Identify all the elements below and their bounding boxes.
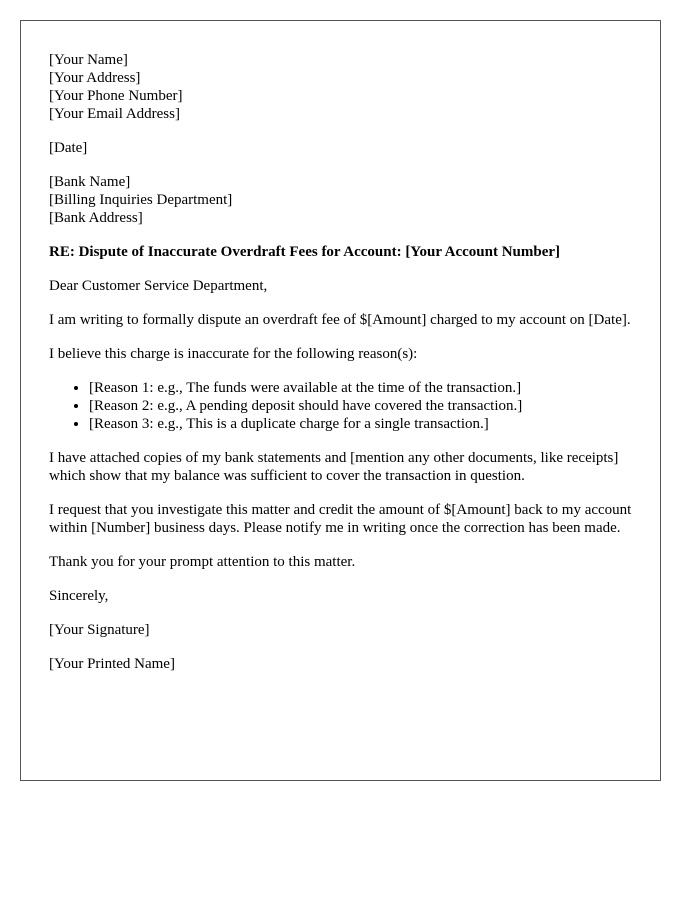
request-paragraph: I request that you investigate this matter and credit the amount of $[Amount] back to my account within [Number] business days. Please notify me in writing once the correction has been made.	[49, 502, 632, 536]
letter-page	[20, 20, 661, 781]
reason-item: • [Reason 1: e.g., The funds were available at the time of the transaction.]	[89, 379, 632, 397]
subject-line: RE: Dispute of Inaccurate Overdraft Fees for Account: [Your Account Number]	[49, 244, 561, 260]
letter-date: [Date]	[49, 140, 88, 156]
salutation: Dear Customer Service Department,	[49, 278, 268, 294]
recipient-bank-name: [Bank Name]	[49, 174, 131, 190]
signature-placeholder: [Your Signature]	[49, 622, 150, 638]
recipient-block	[49, 173, 632, 227]
reasons-list	[49, 379, 632, 433]
printed-name: [Your Printed Name]	[49, 656, 175, 672]
reason-item: • [Reason 2: e.g., A pending deposit should have covered the transaction.]	[89, 397, 632, 415]
intro-paragraph: I am writing to formally dispute an overdraft fee of $[Amount] charged to my account on [Date].	[49, 312, 631, 328]
reason-item: • [Reason 3: e.g., This is a duplicate charge for a single transaction.]	[89, 415, 632, 433]
sender-phone: [Your Phone Number]	[49, 88, 183, 104]
recipient-bank-address: [Bank Address]	[49, 210, 143, 226]
sender-block	[49, 51, 632, 123]
reasons-intro-paragraph: I believe this charge is inaccurate for the following reason(s):	[49, 346, 418, 362]
closing: Sincerely,	[49, 588, 109, 604]
sender-name: [Your Name]	[49, 52, 128, 68]
date-block	[49, 139, 632, 157]
thanks-paragraph: Thank you for your prompt attention to this matter.	[49, 554, 356, 570]
sender-email: [Your Email Address]	[49, 106, 180, 122]
recipient-department: [Billing Inquiries Department]	[49, 192, 233, 208]
sender-address: [Your Address]	[49, 70, 141, 86]
attachments-paragraph: I have attached copies of my bank statements and [mention any other documents, like receipts] which show that my balance was sufficient to cover the transaction in question.	[49, 450, 619, 484]
